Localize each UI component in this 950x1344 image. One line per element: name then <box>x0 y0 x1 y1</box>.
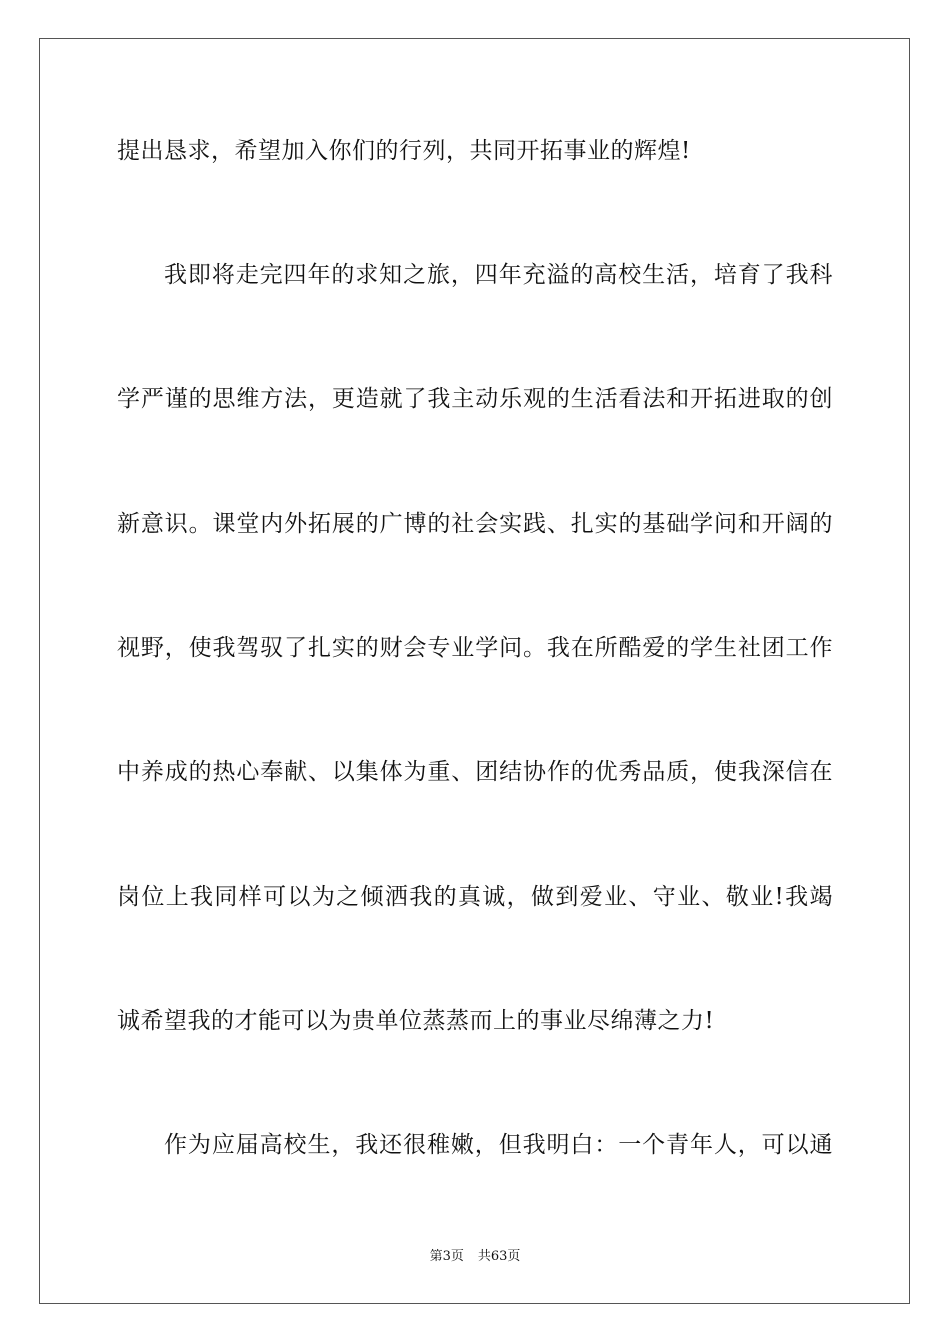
text-line-2: 我即将走完四年的求知之旅，四年充溢的高校生活，培育了我科 <box>164 262 833 288</box>
text-line-1: 提出恳求，希望加入你们的行列，共同开拓事业的辉煌! <box>117 138 691 164</box>
page-footer <box>0 1248 950 1266</box>
text-line-5: 视野，使我驾驭了扎实的财会专业学问。我在所酷爱的学生社团工作 <box>117 635 833 661</box>
text-line-8: 诚希望我的才能可以为贵单位蒸蒸而上的事业尽绵薄之力! <box>117 1008 715 1034</box>
text-line-7: 岗位上我同样可以为之倾洒我的真诚，做到爱业、守业、敬业!我竭 <box>117 884 833 910</box>
text-line-4: 新意识。课堂内外拓展的广博的社会实践、扎实的基础学问和开阔的 <box>117 511 833 537</box>
page-number: 第3页 <box>429 1249 464 1264</box>
text-line-3: 学严谨的思维方法，更造就了我主动乐观的生活看法和开拓进取的创 <box>117 386 833 412</box>
total-pages: 共63页 <box>477 1249 521 1264</box>
text-line-9: 作为应届高校生，我还很稚嫩，但我明白：一个青年人，可以通 <box>164 1132 833 1158</box>
text-line-6: 中养成的热心奉献、以集体为重、团结协作的优秀品质，使我深信在 <box>117 759 833 785</box>
page-frame <box>39 38 910 1304</box>
